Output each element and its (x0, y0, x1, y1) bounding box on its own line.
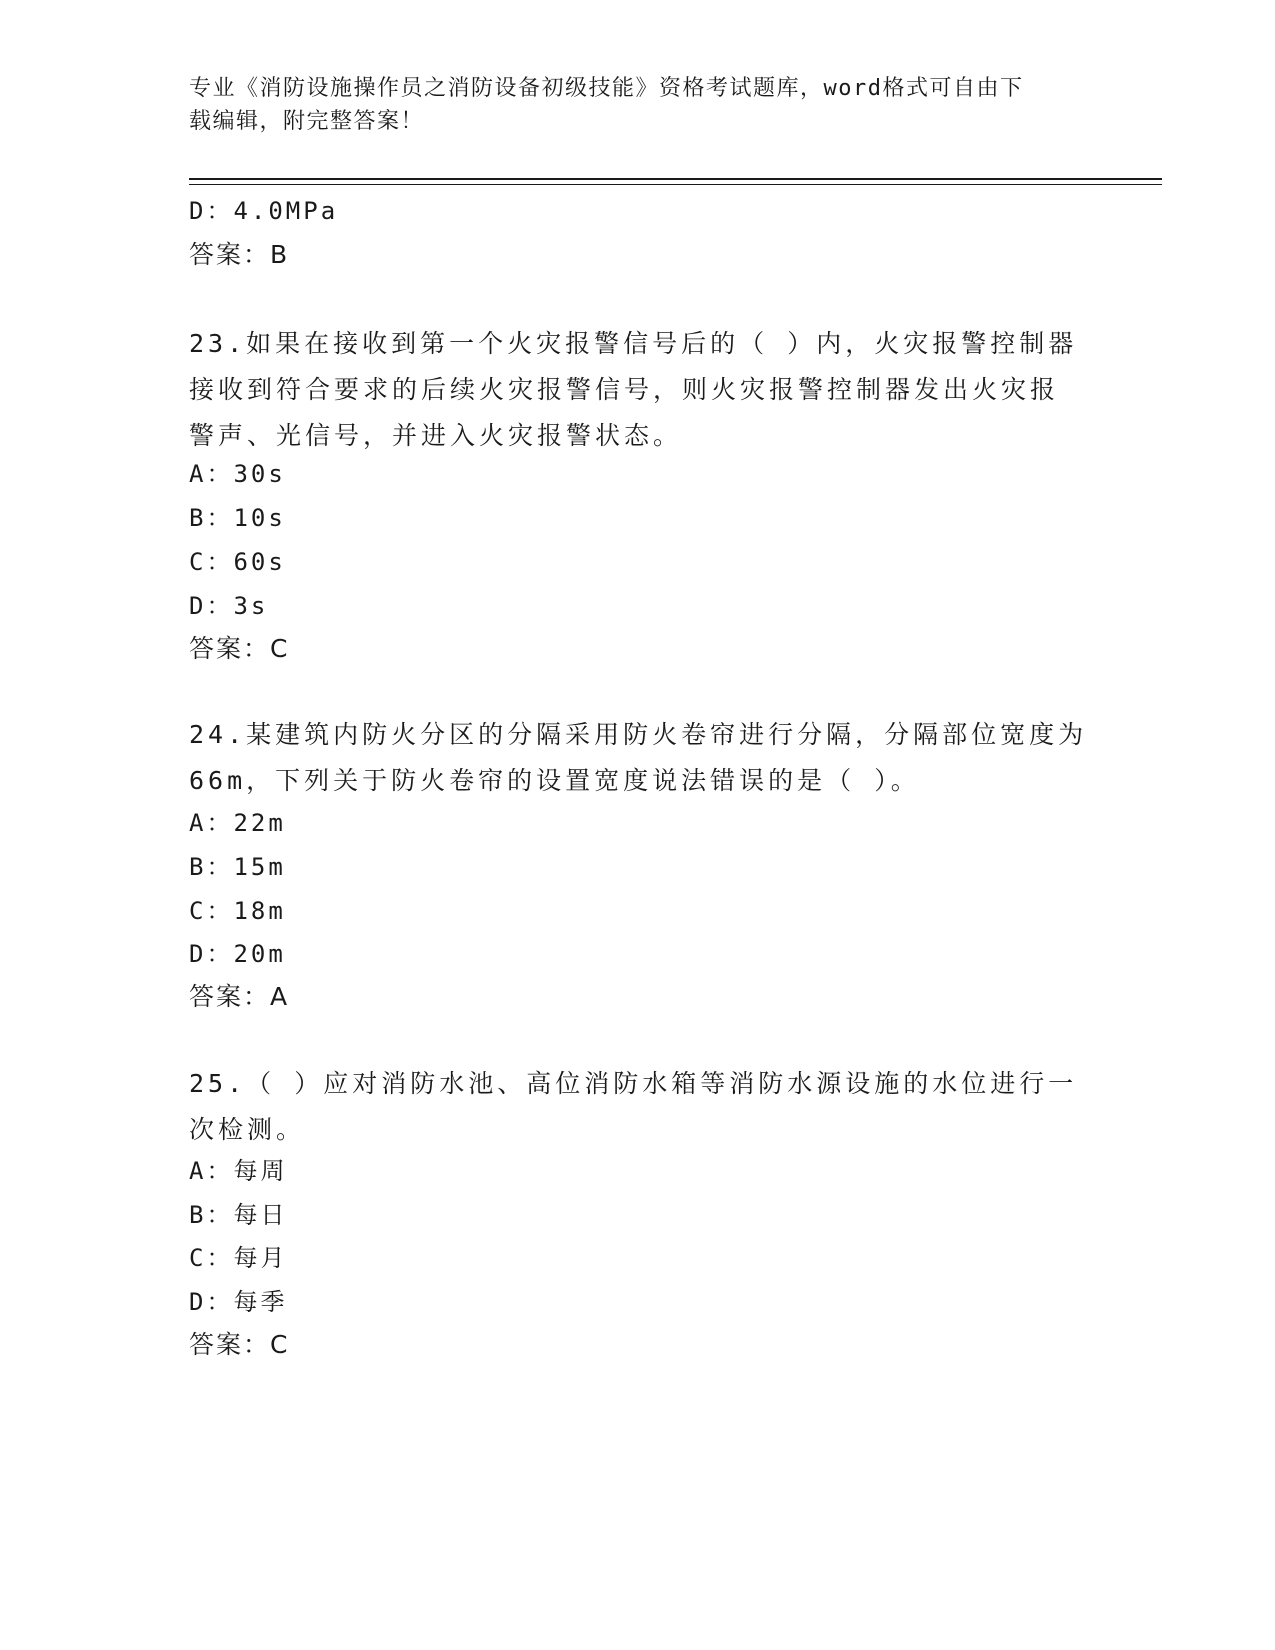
q24-stem-line-1: 24.某建筑内防火分区的分隔采用防火卷帘进行分隔，分隔部位宽度为 (189, 720, 1088, 749)
q25-stem-line-1: 25.（ ）应对消防水池、高位消防水箱等消防水源设施的水位进行一 (189, 1069, 1078, 1098)
q24-option-b: B：15m (189, 853, 286, 881)
q24-stem (189, 712, 1089, 804)
q25-option-a: A：每周 (189, 1157, 288, 1185)
header-divider-thick (189, 178, 1162, 180)
q25-stem (189, 1061, 1089, 1153)
q23-option-a: A：30s (189, 460, 286, 488)
q25-stem-line-2: 次检测。 (189, 1115, 306, 1144)
header-line-2: 载编辑，附完整答案！ (189, 109, 425, 134)
q25-answer: 答案：C (189, 1330, 290, 1359)
q25-option-d: D：每季 (189, 1288, 288, 1316)
q23-option-b: B：10s (189, 504, 286, 532)
q23-stem-line-2: 接收到符合要求的后续火灾报警信号，则火灾报警控制器发出火灾报 (189, 375, 1060, 404)
q22-option-d: D：4.0MPa (189, 197, 339, 225)
q24-stem-line-2: 66m，下列关于防火卷帘的设置宽度说法错误的是（ ）。 (189, 766, 920, 795)
q23-stem (189, 321, 1089, 459)
q25-option-b: B：每日 (189, 1201, 288, 1229)
q25-option-c: C：每月 (189, 1244, 288, 1272)
header-divider-thin (189, 184, 1162, 185)
q23-stem-line-3: 警声、光信号，并进入火灾报警状态。 (189, 421, 683, 450)
q23-answer: 答案：C (189, 634, 290, 663)
q24-option-d: D：20m (189, 940, 286, 968)
q23-option-d: D：3s (189, 592, 269, 620)
header-line-1: 专业《消防设施操作员之消防设备初级技能》资格考试题库，word格式可自由下 (189, 76, 1024, 101)
q22-answer: 答案：B (189, 240, 290, 269)
page-header (189, 72, 1089, 138)
q24-option-a: A：22m (189, 809, 286, 837)
q24-answer: 答案：A (189, 982, 290, 1011)
q23-option-c: C：60s (189, 548, 286, 576)
q24-option-c: C：18m (189, 897, 286, 925)
q23-stem-line-1: 23.如果在接收到第一个火灾报警信号后的（ ）内，火灾报警控制器 (189, 329, 1078, 358)
